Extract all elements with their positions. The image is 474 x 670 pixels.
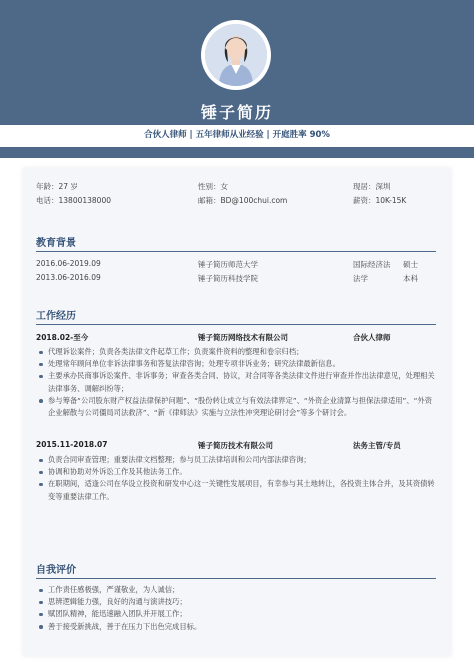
job-company: 锤子简历网络技术有限公司 xyxy=(198,333,288,342)
edu-major: 法学 xyxy=(353,274,368,283)
candidate-name: 锤子简历 xyxy=(200,103,273,122)
edu-major: 国际经济法 xyxy=(353,260,391,269)
edu-school: 锤子简历师范大学 xyxy=(198,260,258,269)
evaluation-title: 自我评价 xyxy=(36,565,76,576)
job-period: 2018.02-至今 xyxy=(36,333,89,342)
list-item: 思辨逻辑能力强，良好的沟通与演讲技巧； xyxy=(38,596,438,608)
edu-degree: 硕士 xyxy=(403,260,418,269)
info-label: 邮箱 xyxy=(198,196,213,205)
avatar xyxy=(205,24,267,86)
info-phone: 电话：13800138000 xyxy=(36,196,111,205)
info-label: 电话 xyxy=(36,196,51,205)
info-value: 13800138000 xyxy=(58,196,111,205)
work-title: 工作经历 xyxy=(36,311,76,322)
list-item: 协调和协助对外诉讼工作及其他法务工作。 xyxy=(38,466,438,478)
info-label: 年龄 xyxy=(36,182,51,191)
info-value: BD@100chui.com xyxy=(220,196,288,205)
list-item: 赋团队精神，能迅速融入团队并开展工作； xyxy=(38,608,438,620)
education-divider xyxy=(36,251,436,252)
edu-period: 2013.06-2016.09 xyxy=(36,273,101,282)
job-position: 合伙人律师 xyxy=(353,333,391,342)
list-item: 善于接受新挑战，善于在压力下出色完成目标。 xyxy=(38,621,438,633)
info-email: 邮箱：BD@100chui.com xyxy=(198,196,288,205)
info-age: 年龄：27 岁 xyxy=(36,182,78,191)
education-title: 教育背景 xyxy=(36,238,76,249)
list-item: 代理诉讼案件；负责各类法律文件起草工作；负责案件资料的整理和卷宗归档； xyxy=(38,346,438,358)
list-item: 在职期间，适逢公司在华设立投资和研发中心这一关键性发展项目，有幸参与其土地转让，各投资主体合并，及其资债转变等重要法律工作。 xyxy=(38,478,438,502)
info-value: 27 岁 xyxy=(58,182,78,191)
info-location: 现居：深圳 xyxy=(353,182,391,191)
info-value: 10K-15K xyxy=(375,196,407,205)
list-item: 处理常年顾问单位非诉法律事务和答复法律咨询；处理专项非诉业务；研究法律最新信息。 xyxy=(38,358,438,370)
edu-school: 锤子简历科技学院 xyxy=(198,274,258,283)
list-item: 参与筹备“公司股东财产权益法律保护问题”、“股份转让成立与有效法律界定”、“外资企业清算与担保法律适用”、“外资企业解散与公司僵局司法救济”、“新《律师法》实施与立法性冲突理论研讨会”等多个研讨会。 xyxy=(38,395,438,419)
list-item: 负责合同审查管理；重要法律文档整理；参与员工法律培训和公司内部法律咨询； xyxy=(38,454,438,466)
work-divider xyxy=(36,324,436,325)
job-period: 2015.11-2018.07 xyxy=(36,440,108,449)
tagline: 合伙人律师 | 五年律师从业经验 | 开庭胜率 90% xyxy=(144,130,330,140)
job-bullets xyxy=(38,454,438,503)
job-bullets xyxy=(38,346,438,419)
job-position: 法务主管/专员 xyxy=(353,441,401,450)
info-label: 薪资 xyxy=(353,196,368,205)
info-value: 深圳 xyxy=(375,182,391,191)
info-salary: 薪资：10K-15K xyxy=(353,196,407,205)
info-value: 女 xyxy=(220,182,228,191)
evaluation-divider xyxy=(36,578,436,579)
list-item: 主要承办民商事诉讼案件、非诉事务；审查各类合同、协议，对合同等各类法律文件进行审查并作出法律意见，处理相关法律事务、调解纠纷等； xyxy=(38,370,438,394)
edu-period: 2016.06-2019.09 xyxy=(36,259,101,268)
job-company: 锤子简历技术有限公司 xyxy=(198,441,273,450)
edu-degree: 本科 xyxy=(403,274,418,283)
info-label: 性别 xyxy=(198,182,213,191)
evaluation-bullets xyxy=(38,584,438,633)
info-label: 现居 xyxy=(353,182,368,191)
info-gender: 性别：女 xyxy=(198,182,228,191)
list-item: 工作责任感极强，严谨敬业，为人诚信； xyxy=(38,584,438,596)
